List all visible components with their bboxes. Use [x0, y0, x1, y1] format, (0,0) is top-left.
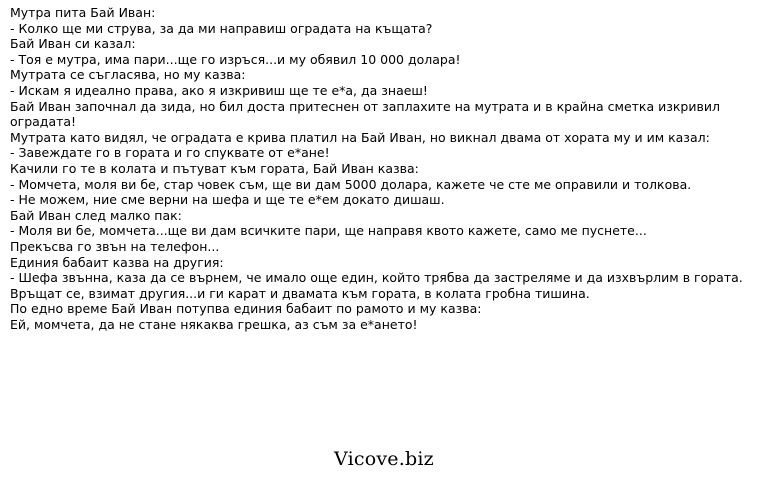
- joke-line: Бай Иван си казал:: [10, 36, 136, 52]
- joke-line: - Моля ви бе, момчета...ще ви дам всичките пари, ще направя квото кажете, само ме пуснете...: [10, 223, 647, 239]
- joke-line: - Колко ще ми струва, за да ми направиш оградата на къщата?: [10, 20, 433, 36]
- joke-line: - Момчета, моля ви бе, стар човек съм, ще ви дам 5000 долара, кажете че сте ме оправили и толкова.: [10, 176, 692, 192]
- joke-line: Прекъсва го звън на телефон...: [10, 238, 220, 254]
- joke-line: Бай Иван започнал да зида, но бил доста притеснен от заплахите на мутрата и в крайна сметка изкривил оградата!: [10, 98, 720, 130]
- joke-line: Мутра пита Бай Иван:: [10, 5, 156, 20]
- joke-line: Мутрата като видял, че оградата е крива платил на Бай Иван, но викнал двама от хората му и им казал:: [10, 129, 710, 145]
- joke-text: [10, 5, 758, 332]
- joke-line: Връщат се, взимат другия...и ги карат и двамата към гората, в колата гробна тишина.: [10, 285, 590, 301]
- joke-line: Мутрата се съгласява, но му казва:: [10, 67, 246, 83]
- joke-line: Ей, момчета, да не стане някаква грешка, аз съм за е*ането!: [10, 316, 418, 332]
- joke-line: - Завеждате го в гората и го спуквате от е*ане!: [10, 145, 330, 161]
- joke-line: - Не можем, ние сме верни на шефа и ще те е*ем докато дишаш.: [10, 192, 445, 208]
- joke-line: - Шефа звънна, каза да се върнем, че имало още един, който трябва да застреляме и да изхвърлим в гората.: [10, 270, 743, 286]
- joke-line: - Тоя е мутра, има пари...ще го изръся...и му обявил 10 000 долара!: [10, 51, 461, 67]
- joke-line: - Искам я идеално права, ако я изкривиш ще те е*а, да знаеш!: [10, 82, 428, 98]
- site-watermark: Vicove.biz: [334, 448, 434, 470]
- joke-line: Бай Иван след малко пак:: [10, 207, 182, 223]
- joke-line: Качили го те в колата и пътуват към гората, Бай Иван казва:: [10, 160, 419, 176]
- joke-line: Единия бабаит казва на другия:: [10, 254, 224, 270]
- joke-line: По едно време Бай Иван потупва единия бабаит по рамото и му казва:: [10, 301, 482, 317]
